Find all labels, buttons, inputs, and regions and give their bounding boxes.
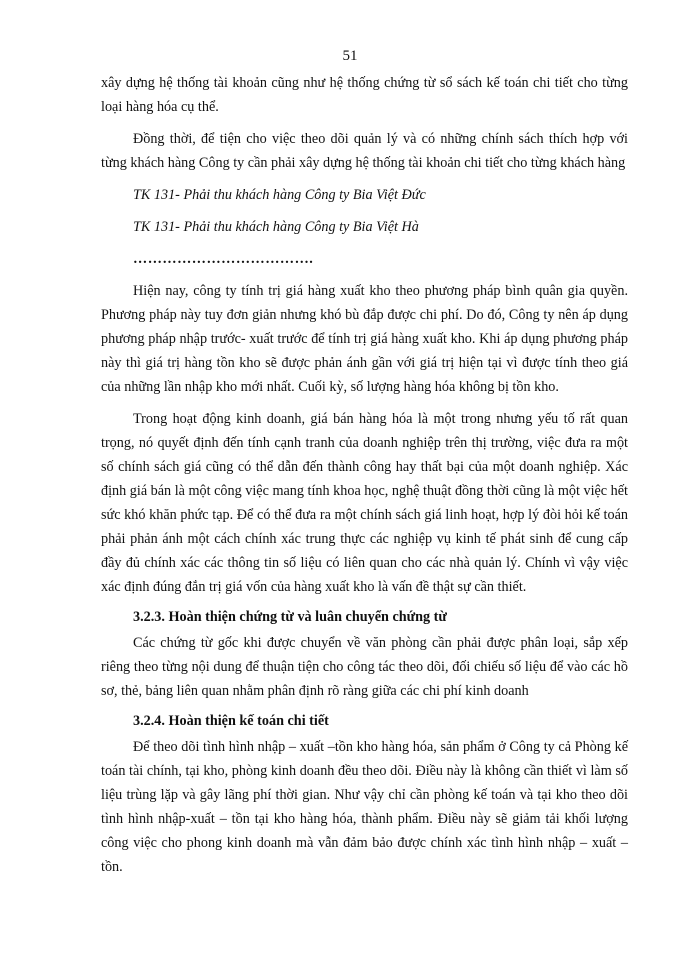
page-number: 51	[342, 48, 358, 64]
paragraph-4: Trong hoạt động kinh doanh, giá bán hàng hóa là một trong nhưng yếu tố rất quan trọng, nó quyết định đến tính cạnh tranh của doanh nghiệp trên thị trường, việc đưa ra một số chính sách giá cũng có thể dẫn đến thành công hay thất bại của một doanh nghiệp. Xác định giá bán là một công việc mang tính khoa học, nghệ thuật đồng thời cũng là một việc hết sức khó khăn phức tạp. Để có thể đưa ra một chính sách giá linh hoạt, hợp lý đòi hỏi kế toán phải phản ánh một cách chính xác trung thực các nghiệp vụ kinh tế phát sinh để cung cấp đầy đủ chính xác các thông tin số liệu có liên quan cho các nhà quản lý. Chính vì vậy việc xác định đúng đắn trị giá vốn của hàng xuất kho là vấn đề thật sự cần thiết.	[101, 411, 628, 595]
account-line-1: TK 131- Phải thu khách hàng Công ty Bia Việt Đức	[133, 187, 426, 203]
heading-3-2-4: 3.2.4. Hoàn thiện kế toán chi tiết	[133, 713, 329, 729]
paragraph-5: Các chứng từ gốc khi được chuyển về văn phòng cần phải được phân loại, sắp xếp riêng theo từng nội dung để thuận tiện cho công tác theo dõi, đối chiếu số liệu để vào các hồ sơ, thẻ, bảng liên quan nhằm phân định rõ ràng giữa các chi phí kinh doanh	[101, 635, 628, 699]
paragraph-6: Để theo dõi tình hình nhập – xuất –tồn kho hàng hóa, sản phẩm ở Công ty cả Phòng kế toán tài chính, tại kho, phòng kinh doanh đều theo dõi. Điều này là không cần thiết vì làm số liệu trùng lặp và gây lãng phí thời gian. Như vậy chỉ cần phòng kế toán và tại kho theo dõi tình hình nhập-xuất – tồn tại kho hàng hóa, thành phẩm. Điều này sẽ giảm tải khối lượng công việc cho phong kinh doanh mà vẫn đảm bảo được chính xác tình hình nhập – xuất – tồn.	[101, 739, 628, 875]
paragraph-1: xây dựng hệ thống tài khoản cũng như hệ thống chứng từ sổ sách kế toán chi tiết cho từng loại hàng hóa cụ thể.	[101, 75, 628, 115]
heading-3-2-3: 3.2.3. Hoàn thiện chứng từ và luân chuyển chứng từ	[133, 609, 447, 625]
page-content	[101, 71, 628, 879]
paragraph-2: Đồng thời, để tiện cho việc theo dõi quản lý và có những chính sách thích hợp với từng khách hàng Công ty cần phải xây dựng hệ thống tài khoản chi tiết cho từng khách hàng	[101, 131, 628, 171]
ellipsis-line: ……………………………….	[133, 251, 314, 267]
account-line-2: TK 131- Phải thu khách hàng Công ty Bia Việt Hà	[133, 219, 419, 235]
paragraph-3: Hiện nay, công ty tính trị giá hàng xuất kho theo phương pháp bình quân gia quyền. Phương pháp này tuy đơn giản nhưng khó bù đắp được chi phí. Do đó, Công ty nên áp dụng phương pháp nhập trước- xuất trước để tính trị giá hàng xuất kho. Khi áp dụng phương pháp này thì giá trị hàng tồn kho sẽ được phản ánh gần với giá trị hiện tại vì được tính theo giá của những lần nhập kho mới nhất. Cuối kỳ, số lượng hàng hóa không bị tồn kho.	[101, 283, 628, 395]
